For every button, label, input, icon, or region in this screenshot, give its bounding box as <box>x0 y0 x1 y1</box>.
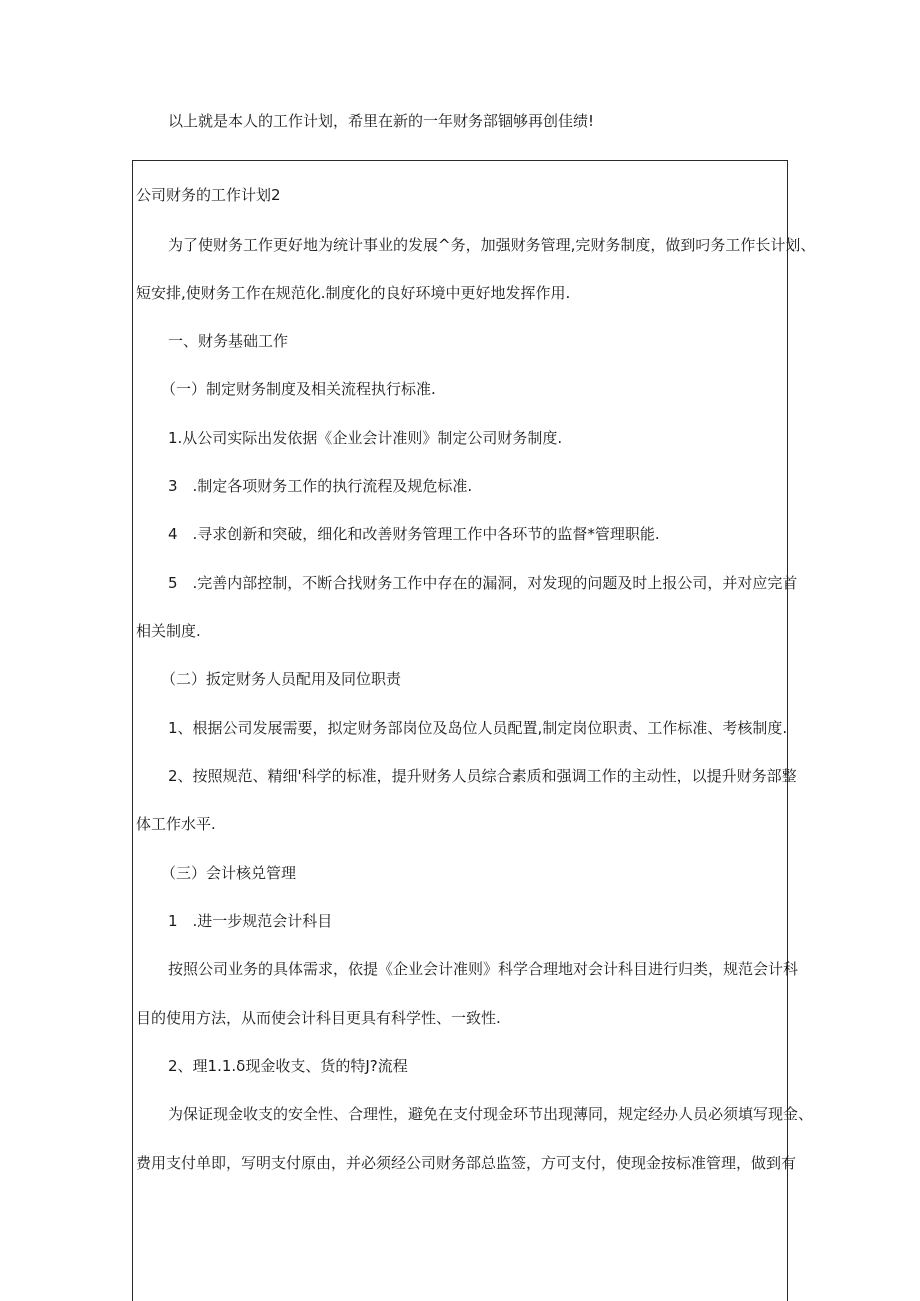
list-item-continuation: 相关制度. <box>136 622 201 640</box>
subheading: （二）扳定财务人员配用及同位职责 <box>161 670 402 688</box>
list-item: 2、理1.1.δ现金收支、货的特J?流程 <box>168 1057 408 1075</box>
subheading: （三）会计核兑管理 <box>161 864 297 882</box>
list-item: 1 .进一步规范会计科目 <box>168 912 333 930</box>
section-title: 公司财务的工作计划2 <box>136 186 281 204</box>
paragraph-line: 短安排,使财务工作在规范化.制度化的良好环境中更好地发挥作用. <box>136 284 571 302</box>
list-item: 5 .完善内部控制，不断合找财务工作中存在的漏洞，对发现的问题及时上报公司，并对应完首 <box>168 574 798 592</box>
list-item: 1.从公司实际出发依据《企业会计准则》制定公司财务制度. <box>168 429 563 447</box>
frame-right-border <box>787 160 788 1301</box>
paragraph-line: 为了使财务工作更好地为统计事业的发展^务，加强财务管理,完财务制度，做到叼务工作长计划、 <box>168 236 816 254</box>
frame-top-border <box>132 160 788 161</box>
frame-left-border <box>132 160 133 1301</box>
list-item: 4 .寻求创新和突破，细化和改善财务管理工作中各环节的监督*管理职能. <box>168 525 660 543</box>
list-item-continuation: 体工作水平. <box>136 815 216 833</box>
heading: 一、财务基础工作 <box>168 332 289 350</box>
list-item: 1、根据公司发展需要，拟定财务部岗位及岛位人员配置,制定岗位职责、工作标准、考核制度. <box>168 719 788 737</box>
subheading: （一）制定财务制度及相关流程执行标准. <box>161 380 436 398</box>
paragraph-line: 按照公司业务的具体需求，依提《企业会计准则》科学合理地对会计科目进行归类，规范会计科 <box>168 960 799 978</box>
paragraph-line: 费用支付单即，写明支付原由，并必须经公司财务部总监签，方可支付，使现金按标准管理，做到有 <box>136 1154 797 1172</box>
intro-line: 以上就是本人的工作计划，希里在新的一年财务部锢够再创佳绩! <box>168 112 595 130</box>
list-item: 3 .制定各项财务工作的执行流程及规危标准. <box>168 477 473 495</box>
list-item: 2、按照规范、精细'科学的标准，提升财务人员综合素质和强调工作的主动性，以提升财务部整 <box>168 767 797 785</box>
paragraph-line: 目的使用方法，从而使会计科目更具有科学性、一致性. <box>136 1009 501 1027</box>
paragraph-line: 为保证现金收支的安全性、合理性，避免在支付现金环节出现薄同，规定经办人员必须填写现金、 <box>168 1105 814 1123</box>
